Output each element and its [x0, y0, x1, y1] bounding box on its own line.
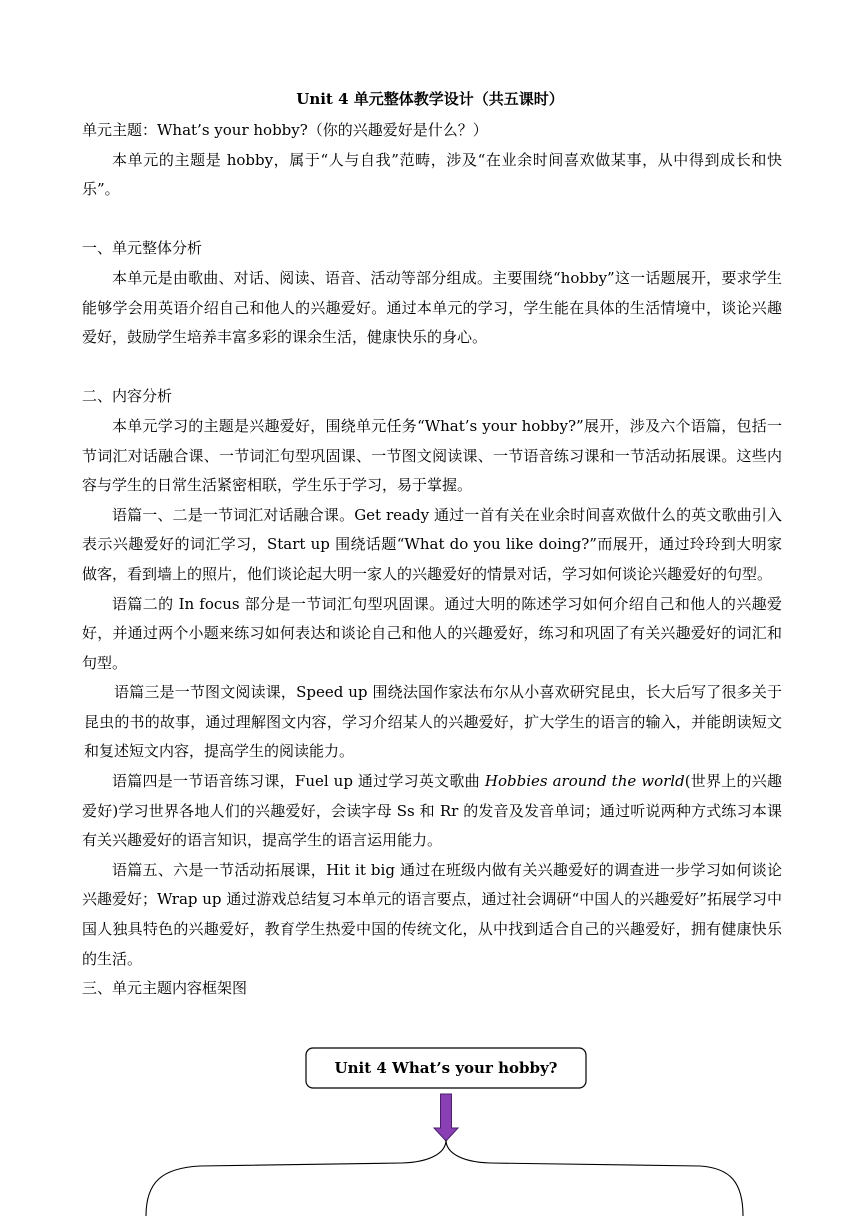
down-arrow-icon — [434, 1094, 458, 1141]
lesson4-text-end: (世界上的兴趣爱好)学习世界各地人们的兴趣爱好，会读字母 Ss 和 Rr 的发音及发音单词；通过听说两种方式练习本课有关兴趣爱好的语言知识，提高学生的语言运用能力。 — [82, 772, 782, 850]
song-title: Hobbies around the world — [484, 772, 685, 791]
content-paragraph-lesson5: 语篇五、六是一节活动拓展课，Hit it big 通过在班级内做有关兴趣爱好的调查进一步学习如何谈论兴趣爱好；Wrap up 通过游戏总结复习本单元的语言要点，通过社会调研“中国人的兴趣爱好”拓展学习中国人独具特色的兴趣爱好，教育学生热爱中国的传统文化，从中找到适合自己的兴趣爱好，拥有健康快乐的生活。 — [82, 860, 782, 968]
root-topic-label: Unit 4 What’s your hobby? — [334, 1059, 558, 1077]
section-heading-framework: 三、单元主题内容框架图 — [82, 979, 248, 998]
content-paragraph-lesson3: 语篇三是一节图文阅读课，Speed up 围绕法国作家法布尔从小喜欢研究昆虫，长大后写了很多关于昆虫的书的故事，通过理解图文内容，学习介绍某人的兴趣爱好，扩大学生的语言的输入，并能朗读短文和复述短文内容，提高学生的阅读能力。 — [84, 683, 782, 761]
content-paragraph-lesson1: 语篇一、二是一节词汇对话融合课。Get ready 通过一首有关在业余时间喜欢做什么的英文歌曲引入表示兴趣爱好的词汇学习，Start up 围绕话题“What do you like doing?”而展开，通过玲玲到大明家做客，看到墙上的照片，他们谈论起大明一家人的兴趣爱好的情景对话，学习如何谈论兴趣爱好的句型。 — [82, 505, 782, 583]
intro-paragraph: 本单元的主题是 hobby，属于“人与自我”范畴，涉及“在业余时间喜欢做某事，从中得到成长和快乐”。 — [82, 150, 782, 199]
right-branch-brace — [446, 1140, 743, 1216]
spacer — [82, 353, 782, 383]
framework-diagram — [0, 1036, 860, 1216]
content-paragraph-lesson2: 语篇二的 In focus 部分是一节词汇句型巩固课。通过大明的陈述学习如何介绍自己和他人的兴趣爱好，并通过两个小题来练习如何表达和谈论自己和他人的兴趣爱好，练习和巩固了有关兴趣爱好的词汇和句型。 — [82, 594, 782, 672]
document-body — [82, 116, 782, 1004]
section-heading-content: 二、内容分析 — [82, 387, 173, 406]
section-heading-analysis: 一、单元整体分析 — [82, 239, 203, 258]
content-paragraph-lesson4 — [82, 767, 782, 856]
spacer — [82, 205, 782, 235]
lesson4-text-start: 语篇四是一节语音练习课，Fuel up 通过学习英文歌曲 — [112, 772, 485, 791]
left-branch-brace — [146, 1140, 446, 1216]
content-paragraph-overview: 本单元学习的主题是兴趣爱好，围绕单元任务“What’s your hobby?”展开，涉及六个语篇，包括一节词汇对话融合课、一节词汇句型巩固课、一节图文阅读课、一节语音练习课和一节活动拓展课。这些内容与学生的日常生活紧密相联，学生乐于学习，易于掌握。 — [82, 416, 782, 495]
analysis-paragraph: 本单元是由歌曲、对话、阅读、语音、活动等部分组成。主要围绕“hobby”这一话题展开，要求学生能够学会用英语介绍自己和他人的兴趣爱好。通过本单元的学习，学生能在具体的生活情境中，谈论兴趣爱好，鼓励学生培养丰富多彩的课余生活，健康快乐的身心。 — [82, 268, 782, 347]
document-title: Unit 4 单元整体教学设计（共五课时） — [296, 90, 564, 108]
unit-theme-line: 单元主题：What’s your hobby?（你的兴趣爱好是什么？） — [82, 121, 488, 139]
